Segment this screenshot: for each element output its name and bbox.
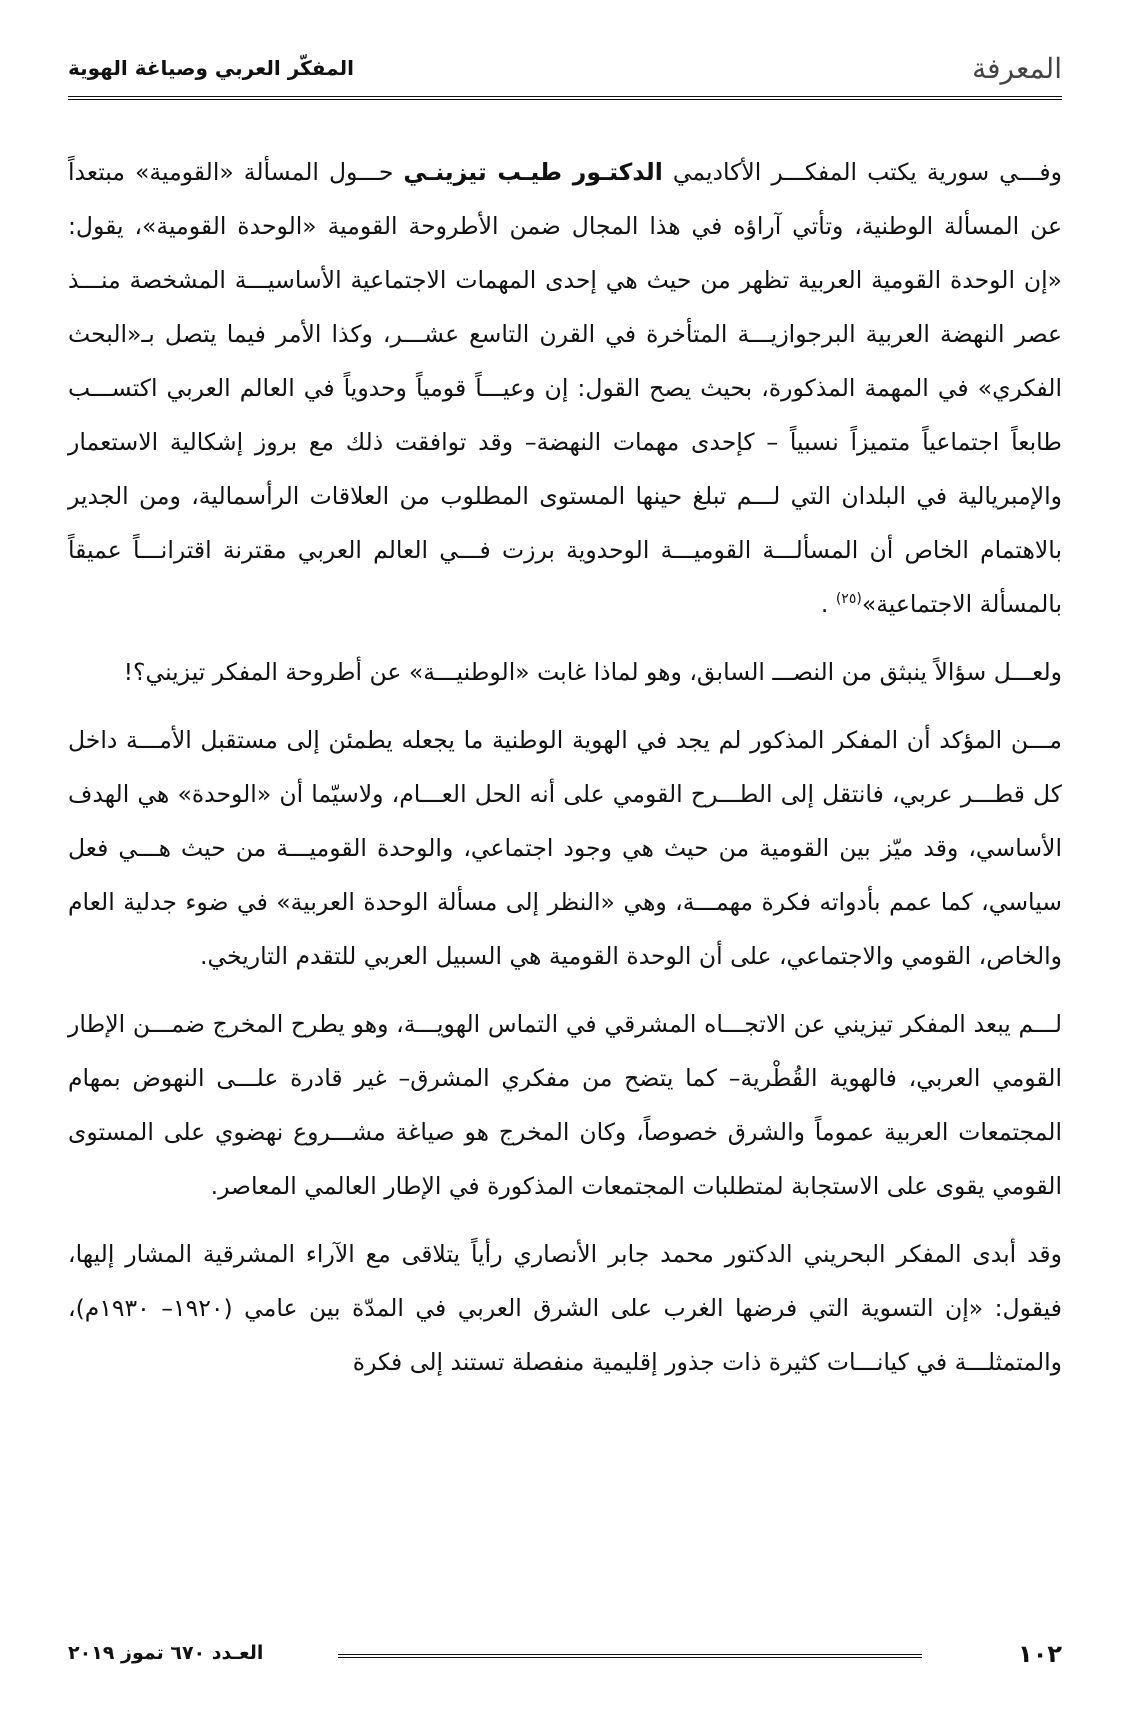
- page-footer: [68, 1640, 1062, 1680]
- article-body: [68, 145, 1062, 1403]
- paragraph-1-end: .: [820, 590, 836, 618]
- paragraph-1: [68, 145, 1062, 631]
- header-rule: [68, 96, 1062, 103]
- paragraph-1-lead: وفـــي سورية يكتب المفكـــر الأكاديمي: [662, 158, 1062, 186]
- issue-info: العـدد ٦٧٠ تموز ٢٠١٩: [68, 1642, 264, 1664]
- paragraph-4: لـــم يبعد المفكر تيزيني عن الاتجـــاه المشرقي في التماس الهويـــة، وهو يطرح المخرج ضمـــن الإطار القومي العربي، فالهوية القُطْرية– كما يتضح من مفكري المشرق– غير قادرة علـــى النهوض بمهام المجتمعات العربية عموماً والشرق خصوصاً، وكان المخرج هو صياغة مشـــروع نهضوي على المستوى القومي يقوى على الاستجابة لمتطلبات المجتمعات المذكورة في الإطار العالمي المعاصر.: [68, 1010, 1062, 1200]
- paragraph-1-body: حـــول المسألة «القومية» مبتعداً عن المسألة الوطنية، وتأتي آراؤه في هذا المجال ضمن الأطروحة القومية «الوحدة القومية»، يقول: «إن الوحدة القومية العربية تظهر من حيث هي إحدى المهمات الاجتماعية الأساسيـــة المشخصة منـــذ عصر النهضة العربية البرجوازيـــة المتأخرة في القرن التاسع عشـــر، وكذا الأمر فيما يتصل بـ«البحث الفكري» في المهمة المذكورة، بحيث يصح القول: إن وعيـــاً قومياً وحدوياً في العالم العربي اكتســـب طابعاً اجتماعياً متميزاً نسبياً – كإحدى مهمات النهضة– وقد توافقت ذلك مع بروز إشكالية الاستعمار والإمبريالية في البلدان التي لـــم تبلغ حينها المستوى المطلوب من العلاقات الرأسمالية، ومن الجدير بالاهتمام الخاص أن المسألـــة القوميـــة الوحدوية برزت فـــي العالم العربي مقترنة اقترانـــاً عميقاً بالمسألة الاجتماعية»: [68, 158, 1062, 618]
- paragraph-2: ولعـــل سؤالاً ينبثق من النصـــ السابق، وهو لماذا غابت «الوطنيـــة» عن أطروحة المفكر تيزيني؟!: [123, 658, 1062, 686]
- running-title: المفكّر العربي وصياغة الهوية: [68, 56, 354, 80]
- paragraph-5: وقد أبدى المفكر البحريني الدكتور محمد جابر الأنصاري رأياً يتلاقى مع الآراء المشرقية المشار إليها، فيقول: «إن التسوية التي فرضها الغرب على الشرق العربي في المدّة بين عامي (١٩٢٠– ١٩٣٠م)، والمتمثلـــة في كيانـــات كثيرة ذات جذور إقليمية منفصلة تستند إلى فكرة: [68, 1240, 1062, 1376]
- magazine-logo: المعرفة: [972, 52, 1062, 85]
- author-name: الدكتـور طيـب تيزينـي: [403, 158, 663, 186]
- page-number: ١٠٢: [1018, 1640, 1062, 1668]
- page-header: [68, 52, 1062, 92]
- paragraph-3: مـــن المؤكد أن المفكر المذكور لم يجد في الهوية الوطنية ما يجعله يطمئن إلى مستقبل الأمـــة داخل كل قطـــر عربي، فانتقل إلى الطـــرح القومي على أنه الحل العـــام، ولاسيّما أن «الوحدة» هي الهدف الأساسي، وقد ميّز بين القومية من حيث هي وجود اجتماعي، والوحدة القوميـــة من حيث هـــي فعل سياسي، كما عمم بأدواته فكرة مهمـــة، وهي «النظر إلى مسألة الوحدة العربية» في ضوء جدلية العام والخاص، القومي والاجتماعي، على أن الوحدة القومية هي السبيل العربي للتقدم التاريخي.: [68, 726, 1062, 970]
- footer-rule: [338, 1654, 922, 1661]
- footnote-ref: (٢٥): [835, 591, 862, 608]
